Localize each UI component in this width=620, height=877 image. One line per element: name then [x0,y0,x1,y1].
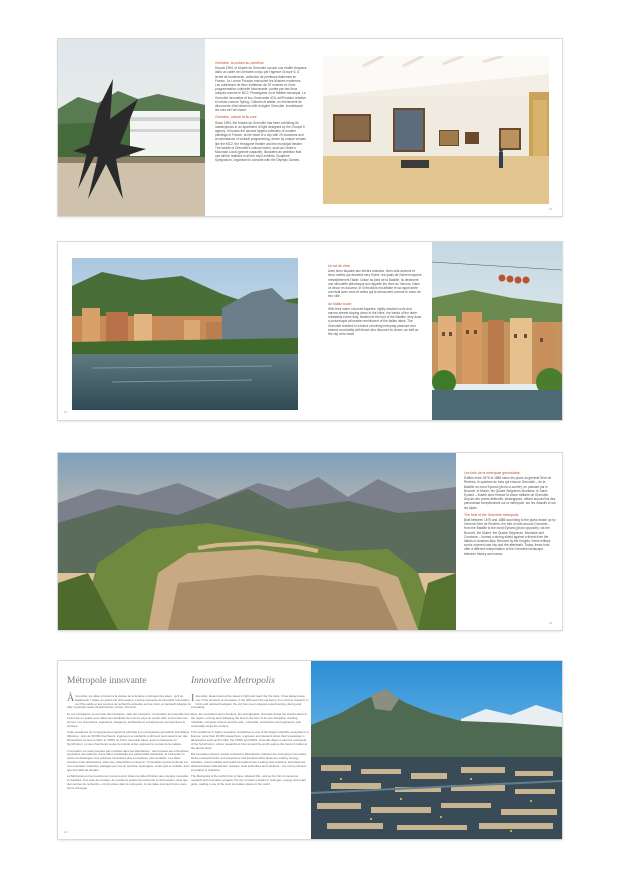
page-number: 13 [549,621,553,625]
cable-car-photo [432,242,562,420]
city-aerial-photo [311,661,562,839]
paragraph-text: Cette excellence de l'enseignement supérieur participe à un écosystème grenoblois scientifique d'Europe : près de 30 000 chercheurs, ingénieurs et étudiants confirment leurs savoirs sur des laboratoires comme le CEA, le CNRS ou l'Inria. Grenoble Alpes, avec la métropole du Synchrotron, ou des chercheurs venus du monde entier explorent le monde de la matière. [67,730,190,746]
paragraph-text: Since 1994, the Musée de Grenoble has been exhibiting its masterpieces in an apartment of light designed by the Groupe 6 agency. It houses the second largest collection of modern paintings in France, at the heart of a city with 20 museums and an abundance of cultural programming, driven by unique venues like the MC2, the Hexagone theater and the municipal theater. The wealth of Grenoble's cultural scene, such as Cédric's Mountain Local (grande capacité), illustrates an ambition that can still be realized in all the city's exhibits, Sculpture Symposium, organised to coincide with the Olympic Games. [215,120,306,163]
paragraph-heading: An Italian touch [328,301,352,306]
page-number: 14 [64,830,68,834]
museum-text [215,61,307,166]
paragraph-text: The Metropolis is the world's first to have obtained this, and as the hub of numerous research and innovation projects, the city remains a leader in hydrogen, energy and smart grids, making it one of the most innovative places in the world. [191,774,306,786]
drop-cap: À [67,693,75,704]
french-title: Métropole innovante [67,676,147,686]
spread-forts [58,453,562,630]
paragraph-heading: Grenoble, la culture au carrefour [215,61,264,65]
page-number: 11 [64,410,68,414]
gallery-photo [323,56,549,204]
paragraph-heading: Les forts de la métropole grenobloise [464,471,520,475]
paragraph-text: Édifiés entre 1875 et 1885 selon les plans du général Séré de Rivières, le système de forts qui entoure Grenoble – de la Bastille au mont Eynard (photo ci-contre), en passant par le Bourcet, le Murier, les Quatre Seigneurs Montavie, le Saint-Eynard – illustre avec finesse la vision militaire de Grenoble. Depuis des points défensifs, stratégiques, offrant aujourd'hui des panoramas exceptionnels sur la métropole, sur les massifs et sur les Alpes. [464,476,556,510]
paragraph-text: Grenoble, les idées circulent à la vitesse de la lumière et plongent les idées : qu'il du Datacenter ! Grâce au grand site d'innovation, c'est la métropole de Grenoble l'innovation au XXIe siècle et ses sources de recherche actuelles sur les micro et nanotechnologies, la ville n'a jamais cessé d'expérimenter, d'oser, d'innover. [67,694,191,710]
english-column [191,661,309,839]
french-body [67,695,191,791]
italian-text [328,264,422,339]
paragraph-text: With their warm coloured façades, rightly stacked roofs and narrow streets sloping down to the Isère, the banks of the Isère irresistibly evoke Italy. Nestled at the foot of the Bastille, they draw a picturesque silhouette reminiscent of the Italian lakes. The Grenoble resident in a blend of inviting everyday pleasure and shared conviviality with those who discover its charm, as well as the city at its heart. [328,306,422,337]
english-body [191,695,309,787]
paragraph-text: This excellence in higher education contributes to one of the largest scientific ecosystems in Europe: more than 30,000 researchers, engineers and students share their knowledge in laboratories such as the CEA, the CNRS and INRIA. Grenoble Alpes is also the metropolis of the Synchrotron, where researchers from around the world explore the heart of matter at the atomic level. [191,730,309,750]
paragraph-text: L'innovation ne reste pourtant pas confinée dans les laboratoires : des bureaux aux entreprises pionnières des startups, d'une filière industrielle aux partenariats industriels, la métropole ne cesse de développer des solutions innovantes plus connectées, plus durables. Les idées circulent entre laboratoires, start-ups, collectivités et citoyens : l'innovation la plus profonde est une innovation collective, partagée par tout un territoire. Hydrogène, smart-grid et mobilité, ainsi que des défis de demain. [67,748,190,772]
paragraph-heading: The forts of the Grenoble metropolis [464,512,519,517]
page-number: 10 [549,207,553,211]
paragraph-text: Depuis 1994, le Musée de Grenoble occupe une réalité d'espace dans un cadre de Grenoble conçu par l'agence Groupe 6. À terme de bouleverse, collection de peintures italiennes en France. Le Louvre Poussin entrouvert les Musées modernes. Les collections de lieux Institution de 20 musées et d'une programmation culturelle foisonnante, portée par des lieux uniques comme le MC2, Planetgame ou le théâtre municipal. La Grenoble innovative et éco-l'innovante d'OL art/Produire créative et urbain comme Spring, Cultures et atelier, un événement de découverte d'art urbain la ville d'origine Grenoble, investissant les rues de l'art vivant. [215,66,307,113]
spread-innovation [58,661,562,839]
paragraph-text: Avec leurs façades aux teintes chaudes, leurs toits anciens et leurs ruelles qui dévalent vers l'Isère, les quais de l'Isère évoquent irrésistiblement l'Italie. Grâce au pied de la Bastille, ils dessinent une silhouette pittoresque qui rappelle les rives du Vercors. Dans ce décor en douceur, le Grenoblois est affable et sa rapprochée convivial avec ceux et celles qui le découvrent comme le cœur de leur ville. [328,269,422,299]
paragraph-text: La Métropole est la première au monde à avoir obtenu le label d'Institut des énergies nouvelles et durables. À la suite de ce label, de nombreux projets de recherche et d'innovation, ainsi que des centres de recherche, ont pris place dans la métropole, où les idées prennent forme sous forme d'énergie. [67,774,189,790]
paragraph-text: But innovation doesn't remain confined to laboratories: startups are emerging in innovative factory-research hubs; and experience and transformative ideas are making. Energy transition, smart mobility and health innovations are creating new solutions, and ideas are shared between laboratories, startups, local authorities and residents – the most profound innovation is collective. [191,752,307,772]
fort-landscape-photo [58,453,456,630]
paragraph-text: Grenoble, ideas travel at the speed of light and reach far the stars. It has always been one of the pioneers of innovation in the 20th and 21st centuries, from current research in micro and nanotechnologies: the city has never stopped experimenting, daring and innovating. [191,694,309,710]
paragraph-text: Here, the mountains aren't frontiers, but springboards. Grenoble draws the world's talent to the region, running and reshaping the land in the form of its own discipline: creating, materials, computer science and the arts – scientists, researchers and engineers, who continually sculpt the territory. [191,712,307,728]
sculpture-photo [58,39,205,216]
paragraph-text: Built between 1875 and 1885 according to the plans drawn up by General Séré de Rivières, the belt of forts around Grenoble – from the Bastille to the mont Eynard (photo opposite), via the Bourcet, the Murier, the Quatre Seigneurs, Montavie and Comboire – formed a strong shield against a threat from the Italian or Austrian Alps. Beloved by the Knights, these military works covered vast city and the aftermath. Today, these forts offer a different interpretation of the Grenoble landscape, between history and nature. [464,518,556,556]
french-column [67,661,191,839]
spread-museum [58,39,562,216]
riverside-photo [72,258,298,410]
drop-cap: I [191,693,195,704]
paragraph-heading: Un art de vivre [328,264,351,268]
paragraph-heading: Grenoble, culture at its core [215,115,257,120]
forts-text [464,471,556,559]
paragraph-text: Ici, les montagnes ne sont pas des frontières, mais des tremplins : l'innovation de Grenoble donc s'est mise en quatre pour attirer des étudiants de tous les pays au centre-ville, sous toutes ses formes. Les chercheurs, ingénieurs, designers, architectes et entrepreneurs qui façonnent le territoire. [67,712,191,728]
spread-italian-touch [58,242,562,420]
english-title: Innovative Metropolis [191,676,275,686]
